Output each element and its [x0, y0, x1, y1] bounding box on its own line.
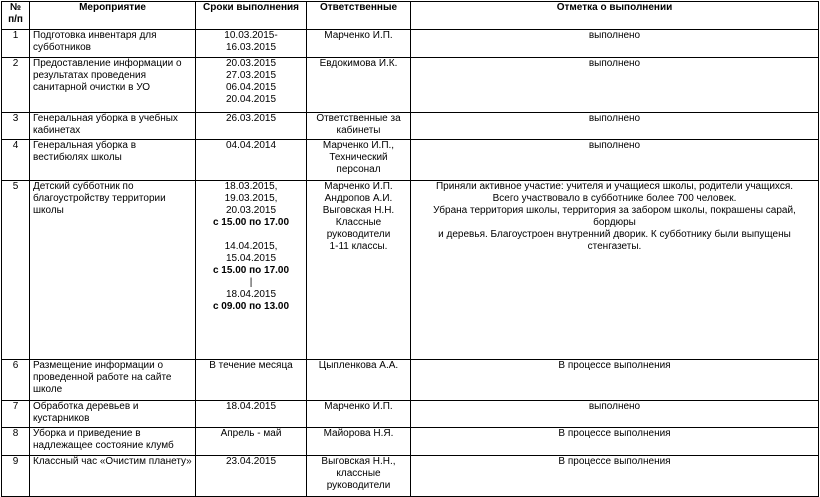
responsible-line: Выговская Н.Н., — [321, 456, 396, 467]
date-line: 06.04.2015 — [225, 82, 277, 93]
responsible-line: Марченко И.П., — [322, 140, 395, 151]
event-dates — [196, 30, 307, 58]
event-dates — [196, 360, 307, 401]
table-row — [2, 30, 819, 58]
completion-mark — [411, 113, 819, 140]
mark-line: выполнено — [588, 113, 641, 124]
responsible-line: Выговская Н.Н. — [322, 205, 395, 216]
date-line: 15.04.2015 — [225, 253, 277, 264]
mark-line: В процессе выполнения — [558, 360, 671, 371]
table-row — [2, 181, 819, 360]
responsible-line: Майорова Н.Я. — [323, 428, 394, 439]
responsible-line: руководители — [326, 229, 391, 240]
event-responsible — [307, 181, 411, 360]
mark-line: Всего участвовало в субботнике более 700 человек. — [492, 193, 737, 204]
event-dates — [196, 428, 307, 456]
completion-mark — [411, 181, 819, 360]
event-dates — [196, 456, 307, 497]
header-num: № п/п — [2, 2, 30, 30]
date-line: 20.03.2015 — [225, 205, 277, 216]
date-line: с 09.00 по 13.00 — [212, 301, 290, 312]
date-line: | — [249, 277, 253, 288]
row-number: 2 — [2, 58, 30, 113]
header-dates: Сроки выполнения — [196, 2, 307, 30]
completion-mark — [411, 360, 819, 401]
event-dates — [196, 140, 307, 181]
date-line: 19.03.2015, — [224, 193, 278, 204]
date-line: 20.04.2015 — [225, 94, 277, 105]
date-line: Апрель - май — [220, 428, 282, 439]
event-responsible — [307, 58, 411, 113]
date-line: 04.04.2014 — [225, 140, 277, 151]
date-line: 16.03.2015 — [225, 42, 277, 53]
mark-line: выполнено — [588, 30, 641, 41]
responsible-line: Ответственные за — [316, 113, 401, 124]
date-line: 18.04.2015 — [225, 289, 277, 300]
date-line: 18.03.2015, — [224, 181, 278, 192]
date-line: 23.04.2015 — [225, 456, 277, 467]
row-number: 3 — [2, 113, 30, 140]
responsible-line: руководители — [326, 480, 391, 491]
date-line: 14.04.2015, — [224, 241, 278, 252]
mark-line: В процессе выполнения — [558, 428, 671, 439]
mark-line: выполнено — [588, 58, 641, 69]
spacer — [199, 229, 303, 241]
completion-mark — [411, 456, 819, 497]
mark-line: В процессе выполнения — [558, 456, 671, 467]
header-event: Мероприятие — [30, 2, 196, 30]
event-responsible — [307, 30, 411, 58]
mark-line: выполнено — [588, 401, 641, 412]
date-line: 20.03.2015 — [225, 58, 277, 69]
event-name: Уборка и приведение в надлежащее состояние клумб — [30, 428, 196, 456]
event-dates — [196, 58, 307, 113]
event-responsible — [307, 456, 411, 497]
plan-table — [1, 1, 819, 497]
event-dates — [196, 113, 307, 140]
responsible-line: Классные — [335, 217, 382, 228]
event-name: Обработка деревьев и кустарников — [30, 401, 196, 428]
responsible-line: кабинеты — [336, 125, 381, 136]
event-responsible — [307, 401, 411, 428]
date-line: В течение месяца — [209, 360, 293, 371]
row-number: 9 — [2, 456, 30, 497]
event-dates — [196, 401, 307, 428]
completion-mark — [411, 30, 819, 58]
responsible-line: Марченко И.П. — [324, 181, 393, 192]
responsible-line: классные — [336, 468, 381, 479]
event-responsible — [307, 360, 411, 401]
table-row — [2, 456, 819, 497]
responsible-line: Евдокимова И.К. — [319, 58, 398, 69]
row-number: 7 — [2, 401, 30, 428]
row-number: 5 — [2, 181, 30, 360]
mark-line: Убрана территория школы, территория за забором школы, покрашены сарай, бордюры — [433, 205, 796, 228]
event-dates — [196, 181, 307, 360]
responsible-line: 1-11 классы. — [329, 241, 388, 252]
date-line: 18.04.2015 — [225, 401, 277, 412]
header-row — [2, 2, 819, 30]
event-responsible — [307, 140, 411, 181]
event-name: Генеральная уборка в учебных кабинетах — [30, 113, 196, 140]
table-row — [2, 140, 819, 181]
completion-mark — [411, 58, 819, 113]
header-responsible: Ответственные — [307, 2, 411, 30]
event-responsible — [307, 428, 411, 456]
date-line: 27.03.2015 — [225, 70, 277, 81]
completion-mark — [411, 428, 819, 456]
mark-line: и деревья. Благоустроен внутренний дворик. К субботнику были выпущены стенгазеты. — [438, 229, 791, 252]
row-number: 6 — [2, 360, 30, 401]
mark-line: Приняли активное участие: учителя и учащиеся школы, родители учащихся. — [435, 181, 794, 192]
date-line: 26.03.2015 — [225, 113, 277, 124]
event-name: Предоставление информации о результатах проведения санитарной очистки в УО — [30, 58, 196, 113]
date-line: с 15.00 по 17.00 — [212, 265, 290, 276]
table-row — [2, 360, 819, 401]
table-row — [2, 58, 819, 113]
event-name: Размещение информации о проведенной работе на сайте школе — [30, 360, 196, 401]
row-number: 1 — [2, 30, 30, 58]
completion-mark — [411, 140, 819, 181]
row-number: 4 — [2, 140, 30, 181]
mark-line: выполнено — [588, 140, 641, 151]
table-row — [2, 113, 819, 140]
responsible-line: Марченко И.П. — [324, 401, 393, 412]
event-name: Генеральная уборка в вестибюлях школы — [30, 140, 196, 181]
responsible-line: персонал — [336, 164, 381, 175]
row-number: 8 — [2, 428, 30, 456]
date-line: 10.03.2015- — [224, 30, 278, 41]
date-line: с 15.00 по 17.00 — [212, 217, 290, 228]
completion-mark — [411, 401, 819, 428]
header-mark: Отметка о выполнении — [411, 2, 819, 30]
event-name: Детский субботник по благоустройству территории школы — [30, 181, 196, 360]
responsible-line: Цыпленкова А.А. — [318, 360, 399, 371]
table-row — [2, 401, 819, 428]
responsible-line: Технический — [329, 152, 388, 163]
event-name: Классный час «Очистим планету» — [30, 456, 196, 497]
responsible-line: Марченко И.П. — [324, 30, 393, 41]
event-responsible — [307, 113, 411, 140]
responsible-line: Андропов А.И. — [324, 193, 393, 204]
event-name: Подготовка инвентаря для субботников — [30, 30, 196, 58]
table-row — [2, 428, 819, 456]
